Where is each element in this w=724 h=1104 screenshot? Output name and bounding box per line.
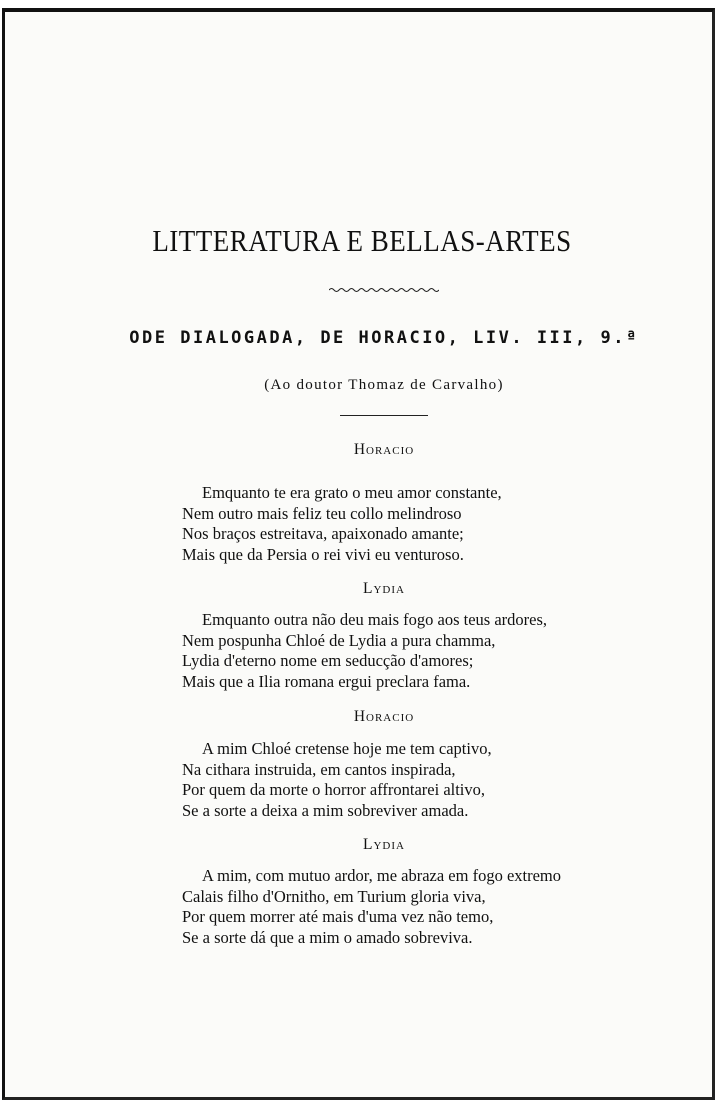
speaker-heading: Lydia <box>363 836 405 853</box>
verse-line: Emquanto outra não deu mais fogo aos teus ardores, <box>202 610 548 629</box>
verse-line: Mais que da Persia o rei vivi eu venturoso. <box>182 544 464 564</box>
divider-rule <box>340 415 428 416</box>
verse-line: Na cithara instruida, em cantos inspirada, <box>182 759 456 779</box>
verse-line: Nem pospunha Chloé de Lydia a pura chamma, <box>182 630 496 650</box>
verse-line: Emquanto te era grato o meu amor constante, <box>202 483 502 502</box>
verse-line: Por quem morrer até mais d'uma vez não temo, <box>182 907 494 926</box>
verse-line: Lydia d'eterno nome em seducção d'amores; <box>182 651 474 670</box>
wavy-ornament <box>329 286 439 294</box>
verse-line: A mim Chloé cretense hoje me tem captivo, <box>202 739 492 758</box>
stanza <box>182 866 622 948</box>
verse-line: Se a sorte a deixa a mim sobreviver amada. <box>182 800 469 820</box>
stanza <box>182 610 622 692</box>
verse-line: Se a sorte dá que a mim o amado sobreviva. <box>182 927 473 947</box>
verse-line: Calais filho d'Ornitho, em Turium gloria viva, <box>182 886 486 906</box>
section-title: LITTERATURA E BELLAS-ARTES <box>152 224 572 258</box>
verse-line: Nem outro mais feliz teu collo melindroso <box>182 503 462 523</box>
verse-line: A mim, com mutuo ardor, me abraza em fogo extremo <box>202 866 562 885</box>
speaker-heading: Horacio <box>353 441 415 458</box>
verse-line: Mais que a Ilia romana ergui preclara fama. <box>182 671 471 691</box>
dedication: (Ao doutor Thomaz de Carvalho) <box>264 377 504 393</box>
stanza <box>182 739 622 821</box>
verse-line: Nos braços estreitava, apaixonado amante; <box>182 524 464 543</box>
speaker-heading: Lydia <box>363 580 405 597</box>
stanza <box>182 483 622 565</box>
ode-title: ODE DIALOGADA, DE HORACIO, LIV. III, 9.ª <box>129 328 639 348</box>
speaker-heading: Horacio <box>353 708 415 725</box>
verse-line: Por quem da morte o horror affrontarei altivo, <box>182 780 486 799</box>
